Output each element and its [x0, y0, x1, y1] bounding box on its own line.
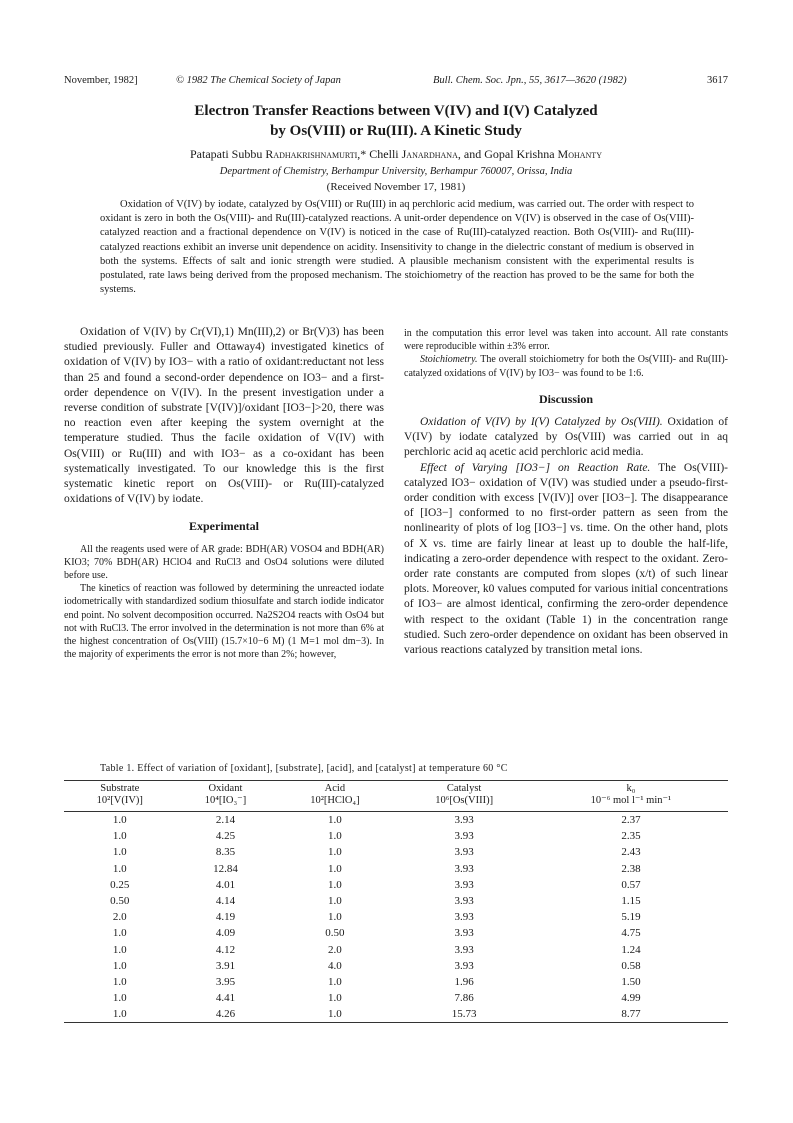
author-2-given: Chelli — [369, 147, 402, 161]
table-cell: 4.0 — [328, 959, 342, 972]
table-cell: 3.93 — [454, 830, 474, 843]
title-line-2: by Os(VIII) or Ru(III). A Kinetic Study — [270, 123, 522, 139]
table-row — [64, 925, 728, 941]
table-cell: 4.99 — [621, 992, 641, 1005]
issue-date: November, 1982] — [64, 75, 138, 86]
table-cell: 1.0 — [112, 846, 127, 859]
table-row — [64, 942, 728, 958]
error-continuation-paragraph: in the computation this error level was taken into account. All rate constants were reproducible within ±3% error. — [404, 328, 728, 353]
abstract: Oxidation of V(IV) by iodate, catalyzed by Os(VIII) or Ru(III) in aq perchloric acid medium, was carried out. The order with respect to oxidant is zero in both the Os(VIII)- and Ru(III)-catalyzed reactions. A unit-order dependence on V(IV) is observed in the case of Os(VIII)-catalyzed reaction and a fractional dependence on V(IV) is noticed in the case of Ru(III)-catalyzed reaction. Both Os(VIII)- and Ru(III)-catalyzed reactions exhibit an inverse unit dependence on acidity. Insensitivity to change in the dielectric constant of medium is observed in both the systems. Effects of salt and ionic strength were studied. A plausible mechanism consistent with the experimental results is postulated, rate laws being derived from the proposed mechanism. The stoichiometry of the reaction has proved to be the same for both the systems. — [100, 199, 694, 296]
table-cell: 4.09 — [215, 927, 236, 940]
effect-paragraph — [404, 461, 728, 659]
table-cell: 0.25 — [110, 878, 130, 891]
table-cell: 3.93 — [454, 943, 474, 956]
table-cell: 4.25 — [215, 830, 236, 843]
table-cell: 3.93 — [454, 927, 474, 940]
discussion-subheading: Oxidation of V(IV) by I(V) Catalyzed by Os(VIII). — [420, 416, 663, 429]
effect-text: The Os(VIII)-catalyzed IO3− oxidation of V(IV) was studied under a pseudo-first-order condition with excess [V(IV)] over [IO3−]. The disappearance of [IO3−] conformed to no first-order pattern as seen from the nonlinearity of plots of log [IO3−] vs. time. On the other hand, plots of X vs. time are fairly linear at least up to double the half-life, indicating a zero-order dependence with respect to the oxidant. Zero-order rate constants are computed from slopes (x/t) of such linear plots. Moreover, k0 values computed for various initial concentrations of IO3− are almost identical, confirming the zero-order dependence with respect to the oxidant (Table 1) in the concentration range studied. Such zero-order dependence on oxidant has been observed in various reactions catalyzed by transition metal ions. — [404, 461, 728, 657]
column-header: Catalyst 10⁶[Os(VIII)] — [394, 781, 533, 812]
table-cell: 5.19 — [621, 911, 641, 924]
table-cell: 1.0 — [64, 1006, 176, 1023]
table-cell: 1.0 — [328, 830, 342, 843]
experimental-kinetics-paragraph: The kinetics of reaction was followed by determining the unreacted iodate iodometrically with standardized sodium thiosulfate and starch iodide indicator end point. No solvent decomposition occurred. Na2S2O4 reacts with OsO4 but not with RuCl3. The error involved in the determination is not more than 6% at the highest concentration of Os(VIII) (15.7×10−6 M) (1 M=1 mol dm−3). In the majority of experiments the error is not more than 2%; however, — [64, 583, 384, 661]
table-cell: 3.93 — [454, 911, 474, 924]
table-header-row — [64, 781, 728, 812]
author-1-family: Radhakrishnamurti — [265, 147, 358, 161]
stoichiometry-paragraph — [404, 353, 728, 379]
page-number: 3617 — [707, 75, 728, 86]
column-header: Acid 10²[HClO₄] — [275, 781, 394, 812]
table-cell: 1.96 — [454, 975, 474, 988]
stoichiometry-label: Stoichiometry. — [420, 354, 478, 366]
table-cell: 0.57 — [621, 878, 641, 891]
received-date: (Received November 17, 1981) — [326, 181, 466, 193]
author-separator: , and — [457, 147, 485, 161]
copyright-notice: © 1982 The Chemical Society of Japan — [176, 75, 341, 86]
effect-subheading: Effect of Varying [IO3−] on Reaction Rate. — [420, 461, 651, 474]
table-cell: 1.0 — [112, 943, 127, 956]
table-cell: 1.0 — [328, 895, 342, 908]
table-cell: 7.86 — [454, 992, 474, 1005]
table-cell: 2.38 — [621, 862, 641, 875]
table-row — [64, 812, 728, 829]
author-3-given: Gopal Krishna — [484, 147, 558, 161]
article-title — [70, 101, 722, 141]
table-cell: 3.93 — [454, 814, 474, 827]
corresponding-mark: ,* — [357, 147, 370, 161]
table-row — [64, 877, 728, 893]
table-cell: 3.93 — [454, 878, 474, 891]
table-cell: 8.35 — [215, 846, 236, 859]
right-column — [404, 327, 728, 658]
table-cell: 8.77 — [534, 1006, 728, 1023]
column-header: Substrate 10²[V(IV)] — [64, 781, 176, 812]
table-cell: 2.43 — [621, 846, 641, 859]
table-row — [64, 828, 728, 844]
table-cell: 12.84 — [213, 862, 238, 875]
table-cell: 2.14 — [215, 814, 236, 827]
table-cell: 1.0 — [328, 862, 342, 875]
table-cell: 1.0 — [112, 830, 127, 843]
table-cell: 0.50 — [325, 927, 345, 940]
table-cell: 2.37 — [621, 814, 641, 827]
journal-citation: Bull. Chem. Soc. Jpn., 55, 3617—3620 (1982) — [433, 75, 627, 86]
experimental-heading: Experimental — [189, 519, 259, 534]
intro-paragraph: Oxidation of V(IV) by Cr(VI),1) Mn(III),2) or Br(V)3) has been studied previously. Fuller and Ottaway4) investigated kinetics of oxidation of V(IV) by IO3− with a ratio of oxidant:reductant not less than 25 and found a second-order dependence on IO3− and a first-order dependence on V(IV). In the present investigation under a reverse condition of substrate [V(IV)]/oxidant [IO3−]>20, there was no reaction even after keeping the system overnight at the temperature studied. Thus the facile oxidation of V(IV) with Os(VIII) or Ru(III) and with IO3− as a co-oxidant has been systematically investigated. To our knowledge this is the first systematic kinetic report on Os(VIII)- or Ru(III)-catalyzed oxidations of V(IV) by iodate. — [64, 326, 384, 506]
table-body — [64, 812, 728, 1023]
table-cell: 1.0 — [275, 1006, 394, 1023]
left-column — [64, 325, 384, 661]
table-cell: 1.50 — [621, 975, 641, 988]
table-cell: 1.0 — [112, 862, 127, 875]
table-row — [64, 974, 728, 990]
author-1-given: Patapati Subbu — [190, 147, 266, 161]
table-cell: 1.0 — [328, 814, 342, 827]
table-cell: 1.0 — [328, 992, 342, 1005]
discussion-text: Oxidation of V(IV) by iodate catalyzed by Os(VIII) was carried out in aq perchloric acid aq acetic acid perchloric acid media. — [404, 416, 728, 459]
table-cell: 1.0 — [328, 878, 342, 891]
table-cell: 4.75 — [621, 927, 641, 940]
table-cell: 1.0 — [112, 959, 127, 972]
table-row — [64, 958, 728, 974]
table-row — [64, 990, 728, 1006]
table-cell: 1.0 — [328, 911, 342, 924]
discussion-heading: Discussion — [538, 391, 594, 406]
table-row — [64, 861, 728, 877]
table-cell: 4.41 — [215, 992, 236, 1005]
table-cell: 3.93 — [454, 895, 474, 908]
table-cell: 2.0 — [328, 943, 342, 956]
table-cell: 15.73 — [394, 1006, 533, 1023]
table-caption: Table 1. Effect of variation of [oxidant], [substrate], [acid], and [catalyst] at temperature 60 °C — [100, 763, 508, 774]
table-cell: 2.0 — [112, 911, 127, 924]
stoichiometry-text: The overall stoichiometry for both the Os(VIII)- and Ru(III)-catalyzed oxidations of V(IV) by IO3− was found to be 1:6. — [404, 354, 728, 379]
table-cell: 4.26 — [176, 1006, 276, 1023]
data-table — [64, 780, 728, 1023]
table-cell: 1.0 — [112, 992, 127, 1005]
author-2-family: Janardhana — [401, 147, 458, 161]
discussion-paragraph — [404, 415, 728, 461]
table-row — [64, 1006, 728, 1023]
table-row — [64, 893, 728, 909]
table-cell: 0.50 — [110, 895, 130, 908]
table-cell: 1.0 — [112, 927, 127, 940]
table-cell: 4.14 — [215, 895, 236, 908]
table-cell: 4.19 — [215, 911, 236, 924]
table-cell: 3.95 — [215, 975, 236, 988]
author-list — [70, 146, 722, 162]
column-header: k₀ 10⁻⁶ mol l⁻¹ min⁻¹ — [534, 781, 728, 812]
table-cell: 1.15 — [621, 895, 641, 908]
table-cell: 2.35 — [621, 830, 641, 843]
affiliation: Department of Chemistry, Berhampur University, Berhampur 760007, Orissa, India — [219, 166, 573, 177]
author-3-family: Mohanty — [557, 147, 602, 161]
table-row — [64, 844, 728, 860]
table-cell: 0.58 — [621, 959, 641, 972]
table-cell: 1.0 — [328, 846, 342, 859]
table-cell: 4.01 — [215, 878, 236, 891]
table-cell: 3.93 — [454, 846, 474, 859]
table-cell: 1.0 — [112, 814, 127, 827]
table-cell: 3.91 — [215, 959, 236, 972]
table-cell: 1.0 — [112, 975, 127, 988]
column-header: Oxidant 10⁴[IO₃⁻] — [176, 781, 276, 812]
running-head — [64, 74, 728, 88]
title-line-1: Electron Transfer Reactions between V(IV) and I(V) Catalyzed — [194, 103, 598, 119]
table-cell: 1.0 — [328, 975, 342, 988]
table-row — [64, 909, 728, 925]
table-cell: 1.24 — [621, 943, 641, 956]
table-cell: 3.93 — [454, 862, 474, 875]
experimental-reagents-paragraph: All the reagents used were of AR grade: BDH(AR) VOSO4 and BDH(AR) KIO3; 70% BDH(AR) HClO4 and RuCl3 and OsO4 solutions were diluted before use. — [64, 543, 384, 582]
table-cell: 3.93 — [454, 959, 474, 972]
table-cell: 4.12 — [215, 943, 236, 956]
